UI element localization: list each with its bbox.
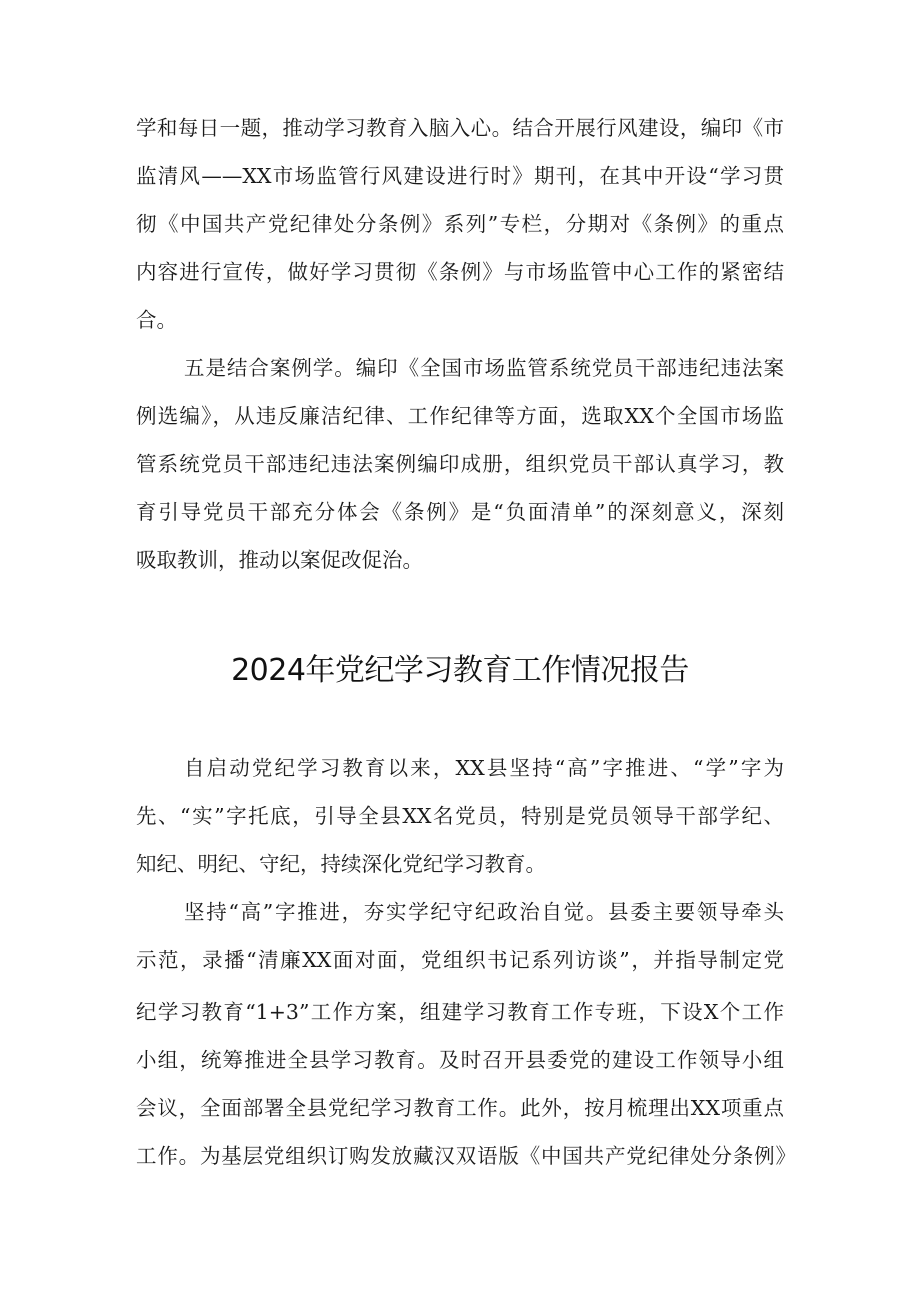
text-line: 会议，全面部署全县党纪学习教育工作。此外，按月梳理出XX项重点 — [136, 1096, 784, 1120]
text-line: 纪学习教育“1+3”工作方案，组建学习教育工作专班，下设X个工作 — [136, 1000, 784, 1024]
text-line: 吸取教训，推动以案促改促治。 — [136, 548, 423, 572]
text-line: 例选编》，从违反廉洁纪律、工作纪律等方面，选取XX个全国市场监 — [136, 404, 784, 428]
text-line: 小组，统筹推进全县学习教育。及时召开县委党的建设工作领导小组 — [136, 1048, 784, 1072]
text-line: 自启动党纪学习教育以来，XX县坚持“高”字推进、“学”字为 — [184, 756, 784, 780]
text-line: 示范，录播“清廉XX面对面，党组织书记系列访谈”，并指导制定党 — [136, 948, 784, 972]
text-line: 五是结合案例学。编印《全国市场监管系统党员干部违纪违法案 — [184, 356, 784, 380]
text-line: 彻《中国共产党纪律处分条例》系列”专栏，分期对《条例》的重点 — [136, 212, 784, 236]
text-line: 先、“实”字托底，引导全县XX名党员，特别是党员领导干部学纪、 — [136, 804, 784, 828]
report-title: 2024年党纪学习教育工作情况报告 — [231, 653, 689, 688]
text-line: 学和每日一题，推动学习教育入脑入心。结合开展行风建设，编印《市 — [136, 116, 784, 140]
text-line: 管系统党员干部违纪违法案例编印成册，组织党员干部认真学习，教 — [136, 452, 784, 476]
text-line: 坚持“高”字推进，夯实学纪守纪政治自觉。县委主要领导牵头 — [184, 900, 784, 924]
text-line: 工作。为基层党组织订购发放藏汉双语版《中国共产党纪律处分条例》 — [136, 1144, 796, 1168]
text-line: 知纪、明纪、守纪，持续深化党纪学习教育。 — [136, 852, 546, 876]
text-line: 内容进行宣传，做好学习贯彻《条例》与市场监管中心工作的紧密结 — [136, 260, 784, 284]
text-line: 监清风——XX市场监管行风建设进行时》期刊，在其中开设“学习贯 — [136, 164, 784, 188]
text-line: 合。 — [136, 308, 177, 332]
text-line: 育引导党员干部充分体会《条例》是“负面清单”的深刻意义，深刻 — [136, 500, 784, 524]
